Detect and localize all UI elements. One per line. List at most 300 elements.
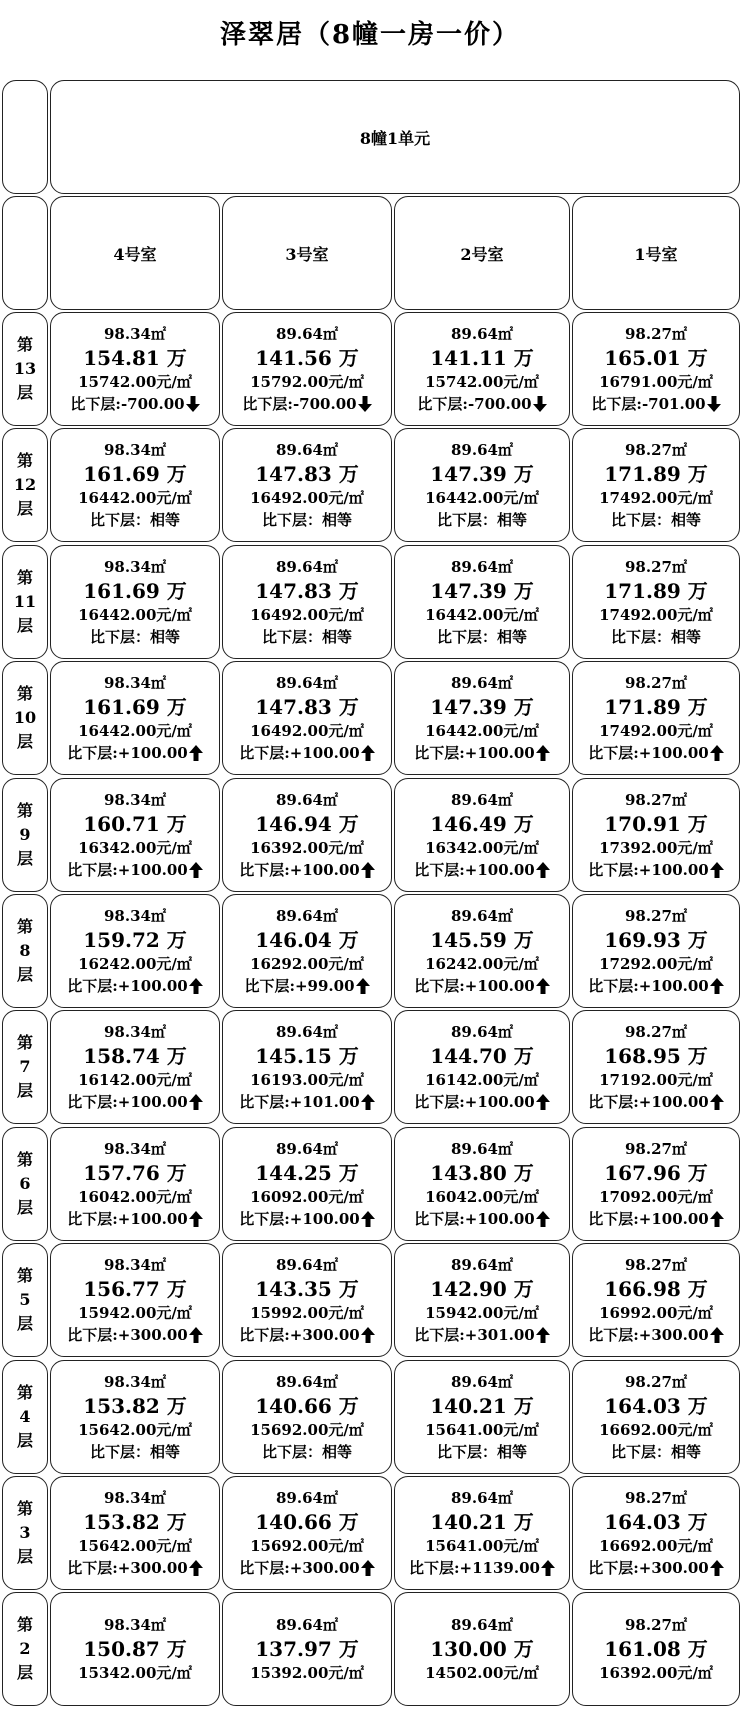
total-price: 147.39 万 [430, 461, 534, 486]
compare-below-text: 比下层:+100.00 [239, 743, 360, 762]
price-cell [394, 312, 570, 426]
compare-below-row [67, 1557, 203, 1579]
compare-below-row [437, 626, 527, 648]
area-text: 89.64㎡ [276, 1255, 338, 1274]
compare-below-text: 比下层：相等 [261, 510, 352, 529]
total-price: 144.70 万 [430, 1043, 534, 1068]
price-cell [50, 545, 220, 659]
price-cell [394, 1243, 570, 1357]
compare-below-text: 比下层：相等 [436, 627, 527, 646]
price-cell [572, 1592, 740, 1706]
corner-cell-top [2, 80, 48, 194]
compare-below-row [414, 742, 550, 764]
area-text: 98.34㎡ [104, 1022, 166, 1041]
area-text: 98.27㎡ [625, 440, 687, 459]
page-title: 泽翠居（8幢一房一价） [219, 20, 521, 50]
floor-label-part: 5 [19, 1290, 31, 1309]
compare-below-text: 比下层:+100.00 [588, 860, 709, 879]
area-text: 89.64㎡ [276, 673, 338, 692]
compare-below-row [67, 859, 203, 881]
area-text: 98.34㎡ [104, 1615, 166, 1634]
total-price: 171.89 万 [604, 694, 708, 719]
total-price: 147.39 万 [430, 694, 534, 719]
floor-label-part: 第 [16, 335, 33, 354]
floor-label [2, 545, 48, 659]
price-cell [222, 1010, 392, 1124]
total-price: 168.95 万 [604, 1043, 708, 1068]
compare-below-row [588, 859, 724, 881]
floor-label [2, 1592, 48, 1706]
floor-label-part: 13 [13, 359, 37, 378]
unit-price: 16342.00元/㎡ [425, 838, 539, 857]
compare-below-text: 比下层:+99.00 [244, 976, 355, 995]
arrow-up-icon [710, 1327, 724, 1343]
compare-below-row [90, 509, 180, 531]
area-text: 98.27㎡ [625, 557, 687, 576]
price-cell [50, 1243, 220, 1357]
area-text: 98.27㎡ [625, 673, 687, 692]
compare-below-text: 比下层:+100.00 [414, 743, 535, 762]
arrow-up-icon [710, 978, 724, 994]
compare-below-text: 比下层:+100.00 [239, 860, 360, 879]
compare-below-text: 比下层:+100.00 [67, 860, 188, 879]
total-price: 165.01 万 [604, 345, 708, 370]
unit-price: 16492.00元/㎡ [250, 605, 364, 624]
floor-label-part: 层 [16, 732, 33, 751]
unit-price: 16242.00元/㎡ [425, 954, 539, 973]
area-text: 98.34㎡ [104, 557, 166, 576]
compare-below-text: 比下层:+100.00 [588, 1092, 709, 1111]
arrow-up-icon [189, 1560, 203, 1576]
price-cell [572, 545, 740, 659]
price-cell [394, 1127, 570, 1241]
floor-label-part: 层 [16, 1198, 33, 1217]
price-cell [394, 778, 570, 892]
compare-below-text: 比下层：相等 [89, 627, 180, 646]
total-price: 145.15 万 [255, 1043, 359, 1068]
floor-label [2, 1476, 48, 1590]
price-cell [222, 778, 392, 892]
arrow-up-icon [536, 862, 550, 878]
compare-below-row [239, 1324, 375, 1346]
compare-below-text: 比下层：相等 [436, 1442, 527, 1461]
area-text: 98.27㎡ [625, 1255, 687, 1274]
unit-price: 16292.00元/㎡ [250, 954, 364, 973]
area-text: 89.64㎡ [451, 1022, 513, 1041]
total-price: 144.25 万 [255, 1160, 359, 1185]
area-text: 89.64㎡ [276, 324, 338, 343]
area-text: 89.64㎡ [276, 906, 338, 925]
price-cell [394, 1010, 570, 1124]
area-text: 89.64㎡ [451, 1255, 513, 1274]
area-text: 98.27㎡ [625, 906, 687, 925]
unit-price: 16442.00元/㎡ [425, 605, 539, 624]
compare-below-row [588, 1208, 724, 1230]
compare-below-text: 比下层：相等 [610, 627, 701, 646]
unit-price: 15992.00元/㎡ [250, 1303, 364, 1322]
price-cell [50, 778, 220, 892]
compare-below-row [437, 1441, 527, 1463]
total-price: 143.80 万 [430, 1160, 534, 1185]
unit-price: 16042.00元/㎡ [78, 1187, 192, 1206]
compare-below-row [67, 742, 203, 764]
price-cell [394, 545, 570, 659]
price-cell [394, 661, 570, 775]
unit-price: 15392.00元/㎡ [250, 1663, 364, 1682]
floor-label-part: 层 [16, 1081, 33, 1100]
unit-price: 16992.00元/㎡ [599, 1303, 713, 1322]
unit-price: 16442.00元/㎡ [425, 488, 539, 507]
total-price: 142.90 万 [430, 1276, 534, 1301]
total-price: 147.39 万 [430, 578, 534, 603]
arrow-up-icon [189, 1211, 203, 1227]
compare-below-text: 比下层:-700.00 [242, 394, 357, 413]
floor-label-part: 层 [16, 616, 33, 635]
floor-label-part: 4 [19, 1407, 31, 1426]
unit-price: 17392.00元/㎡ [599, 838, 713, 857]
price-cell [572, 428, 740, 542]
compare-below-text: 比下层：相等 [610, 510, 701, 529]
compare-below-text: 比下层:-701.00 [591, 394, 706, 413]
area-text: 89.64㎡ [276, 790, 338, 809]
total-price: 140.66 万 [255, 1393, 359, 1418]
unit-price: 16442.00元/㎡ [78, 605, 192, 624]
total-price: 137.97 万 [255, 1636, 359, 1661]
compare-below-row [588, 742, 724, 764]
area-text: 89.64㎡ [451, 1615, 513, 1634]
floor-label [2, 1127, 48, 1241]
area-text: 89.64㎡ [276, 1372, 338, 1391]
compare-below-row [67, 1324, 203, 1346]
compare-below-row [611, 509, 701, 531]
compare-below-text: 比下层:-700.00 [417, 394, 532, 413]
compare-below-row [414, 1324, 550, 1346]
price-cell [222, 312, 392, 426]
total-price: 153.82 万 [83, 1393, 187, 1418]
unit-price: 15342.00元/㎡ [78, 1663, 192, 1682]
total-price: 164.03 万 [604, 1393, 708, 1418]
total-price: 150.87 万 [83, 1636, 187, 1661]
price-cell [222, 1243, 392, 1357]
compare-below-row [239, 1208, 375, 1230]
compare-below-text: 比下层：相等 [89, 510, 180, 529]
floor-label-part: 第 [16, 684, 33, 703]
compare-below-text: 比下层：相等 [610, 1442, 701, 1461]
unit-header [50, 80, 740, 194]
total-price: 161.69 万 [83, 694, 187, 719]
total-price: 130.00 万 [430, 1636, 534, 1661]
floor-label-part: 6 [19, 1174, 31, 1193]
compare-below-row [414, 859, 550, 881]
floor-label-part: 3 [19, 1523, 31, 1542]
price-cell [572, 1476, 740, 1590]
unit-price: 16392.00元/㎡ [250, 838, 364, 857]
unit-price: 15692.00元/㎡ [250, 1420, 364, 1439]
floor-label-part: 12 [13, 475, 37, 494]
compare-below-text: 比下层:+100.00 [414, 1209, 535, 1228]
corner-cell-rooms [2, 196, 48, 310]
compare-below-row [67, 1208, 203, 1230]
floor-label-part: 第 [16, 568, 33, 587]
total-price: 169.93 万 [604, 927, 708, 952]
area-text: 89.64㎡ [451, 324, 513, 343]
floor-label [2, 1243, 48, 1357]
price-cell [572, 312, 740, 426]
arrow-up-icon [710, 1094, 724, 1110]
price-cell [50, 1592, 220, 1706]
total-price: 146.49 万 [430, 811, 534, 836]
compare-below-text: 比下层:+300.00 [588, 1558, 709, 1577]
area-text: 89.64㎡ [276, 557, 338, 576]
room-header-1 [572, 196, 740, 310]
unit-price: 17492.00元/㎡ [599, 605, 713, 624]
total-price: 146.04 万 [255, 927, 359, 952]
price-cell [222, 1476, 392, 1590]
compare-below-text: 比下层:+100.00 [67, 1209, 188, 1228]
price-cell [572, 1360, 740, 1474]
area-text: 98.34㎡ [104, 440, 166, 459]
unit-price: 17292.00元/㎡ [599, 954, 713, 973]
arrow-up-icon [189, 1327, 203, 1343]
compare-below-text: 比下层:+1139.00 [409, 1558, 540, 1577]
area-text: 89.64㎡ [276, 1139, 338, 1158]
unit-price: 17092.00元/㎡ [599, 1187, 713, 1206]
floor-label-part: 第 [16, 1150, 33, 1169]
price-cell [50, 1360, 220, 1474]
area-text: 89.64㎡ [451, 1372, 513, 1391]
area-text: 98.27㎡ [625, 1139, 687, 1158]
total-price: 156.77 万 [83, 1276, 187, 1301]
floor-label-part: 第 [16, 1615, 33, 1634]
floor-label-part: 第 [16, 451, 33, 470]
floor-label-part: 11 [13, 592, 37, 611]
total-price: 140.21 万 [430, 1393, 534, 1418]
unit-price: 16342.00元/㎡ [78, 838, 192, 857]
total-price: 146.94 万 [255, 811, 359, 836]
compare-below-row [262, 509, 352, 531]
price-cell [394, 428, 570, 542]
room-header-4 [50, 196, 220, 310]
arrow-up-icon [536, 1094, 550, 1110]
compare-below-row [588, 1557, 724, 1579]
total-price: 141.56 万 [255, 345, 359, 370]
total-price: 171.89 万 [604, 461, 708, 486]
total-price: 170.91 万 [604, 811, 708, 836]
compare-below-text: 比下层:+300.00 [239, 1325, 360, 1344]
total-price: 141.11 万 [430, 345, 534, 370]
compare-below-row [611, 626, 701, 648]
floor-label-part: 7 [19, 1057, 31, 1076]
area-text: 98.34㎡ [104, 790, 166, 809]
compare-below-text: 比下层:+300.00 [239, 1558, 360, 1577]
compare-below-text: 比下层:+300.00 [67, 1558, 188, 1577]
compare-below-row [70, 393, 199, 415]
arrow-up-icon [361, 745, 375, 761]
area-text: 89.64㎡ [276, 1488, 338, 1507]
unit-price: 16193.00元/㎡ [250, 1070, 364, 1089]
arrow-up-icon [710, 745, 724, 761]
price-cell [572, 1127, 740, 1241]
total-price: 161.08 万 [604, 1636, 708, 1661]
area-text: 98.34㎡ [104, 1255, 166, 1274]
floor-label-part: 第 [16, 1033, 33, 1052]
area-text: 89.64㎡ [451, 1488, 513, 1507]
compare-below-row [239, 1091, 375, 1113]
compare-below-row [239, 859, 375, 881]
unit-price: 17192.00元/㎡ [599, 1070, 713, 1089]
price-cell [572, 1010, 740, 1124]
unit-price: 15742.00元/㎡ [425, 372, 539, 391]
floor-label [2, 778, 48, 892]
compare-below-row [588, 1091, 724, 1113]
unit-price: 16092.00元/㎡ [250, 1187, 364, 1206]
total-price: 166.98 万 [604, 1276, 708, 1301]
price-cell [572, 894, 740, 1008]
unit-price: 15641.00元/㎡ [425, 1420, 539, 1439]
compare-below-text: 比下层:+100.00 [588, 976, 709, 995]
arrow-down-icon [533, 396, 547, 412]
total-price: 147.83 万 [255, 578, 359, 603]
arrow-down-icon [358, 396, 372, 412]
total-price: 147.83 万 [255, 461, 359, 486]
unit-price: 15792.00元/㎡ [250, 372, 364, 391]
total-price: 167.96 万 [604, 1160, 708, 1185]
compare-below-row [591, 393, 720, 415]
area-text: 89.64㎡ [451, 557, 513, 576]
area-text: 89.64㎡ [451, 673, 513, 692]
arrow-up-icon [189, 745, 203, 761]
arrow-up-icon [710, 862, 724, 878]
floor-label [2, 661, 48, 775]
total-price: 157.76 万 [83, 1160, 187, 1185]
compare-below-text: 比下层:+100.00 [414, 860, 535, 879]
compare-below-text: 比下层:+100.00 [67, 976, 188, 995]
total-price: 158.74 万 [83, 1043, 187, 1068]
price-cell [50, 661, 220, 775]
floor-label-part: 第 [16, 1499, 33, 1518]
floor-label-part: 8 [19, 941, 31, 960]
total-price: 140.21 万 [430, 1509, 534, 1534]
floor-label-part: 第 [16, 1266, 33, 1285]
compare-below-row [90, 1441, 180, 1463]
room-header-label: 4号室 [113, 244, 157, 264]
floor-label-part: 第 [16, 917, 33, 936]
area-text: 98.27㎡ [625, 1488, 687, 1507]
room-header-3 [222, 196, 392, 310]
compare-below-row [67, 975, 203, 997]
compare-below-row [588, 1324, 724, 1346]
arrow-up-icon [541, 1560, 555, 1576]
unit-price: 15642.00元/㎡ [78, 1420, 192, 1439]
price-cell [394, 1476, 570, 1590]
floor-label-part: 2 [19, 1639, 31, 1658]
room-header-2 [394, 196, 570, 310]
compare-below-text: 比下层:+101.00 [239, 1092, 360, 1111]
unit-price: 16692.00元/㎡ [599, 1536, 713, 1555]
compare-below-text: 比下层：相等 [436, 510, 527, 529]
price-cell [222, 1360, 392, 1474]
arrow-up-icon [361, 862, 375, 878]
compare-below-text: 比下层：相等 [261, 627, 352, 646]
area-text: 89.64㎡ [451, 790, 513, 809]
area-text: 89.64㎡ [451, 906, 513, 925]
price-cell [222, 1127, 392, 1241]
unit-price: 15942.00元/㎡ [425, 1303, 539, 1322]
compare-below-text: 比下层:+100.00 [588, 1209, 709, 1228]
area-text: 98.27㎡ [625, 790, 687, 809]
total-price: 161.69 万 [83, 461, 187, 486]
arrow-up-icon [189, 978, 203, 994]
floor-label-part: 层 [16, 1547, 33, 1566]
total-price: 145.59 万 [430, 927, 534, 952]
price-cell [222, 428, 392, 542]
floor-label-part: 第 [16, 801, 33, 820]
arrow-down-icon [186, 396, 200, 412]
room-header-label: 1号室 [634, 244, 678, 264]
total-price: 140.66 万 [255, 1509, 359, 1534]
compare-below-row [262, 1441, 352, 1463]
floor-label [2, 312, 48, 426]
unit-price: 16492.00元/㎡ [250, 488, 364, 507]
price-cell [222, 894, 392, 1008]
area-text: 98.34㎡ [104, 906, 166, 925]
unit-price: 16791.00元/㎡ [599, 372, 713, 391]
compare-below-row [417, 393, 546, 415]
floor-label-part: 第 [16, 1383, 33, 1402]
unit-price: 16442.00元/㎡ [78, 721, 192, 740]
total-price: 159.72 万 [83, 927, 187, 952]
floor-label [2, 1010, 48, 1124]
unit-price: 17492.00元/㎡ [599, 721, 713, 740]
compare-below-row [437, 509, 527, 531]
compare-below-text: 比下层:-700.00 [70, 394, 185, 413]
area-text: 98.27㎡ [625, 1022, 687, 1041]
price-cell [222, 661, 392, 775]
floor-label [2, 1360, 48, 1474]
compare-below-row [414, 1208, 550, 1230]
compare-below-row [262, 626, 352, 648]
floor-label-part: 层 [16, 849, 33, 868]
compare-below-text: 比下层:+300.00 [588, 1325, 709, 1344]
arrow-up-icon [361, 1094, 375, 1110]
area-text: 98.27㎡ [625, 1615, 687, 1634]
area-text: 89.64㎡ [276, 1022, 338, 1041]
arrow-up-icon [536, 745, 550, 761]
compare-below-row [67, 1091, 203, 1113]
unit-price: 17492.00元/㎡ [599, 488, 713, 507]
room-header-label: 3号室 [285, 244, 329, 264]
unit-price: 16692.00元/㎡ [599, 1420, 713, 1439]
area-text: 89.64㎡ [276, 1615, 338, 1634]
unit-price: 15942.00元/㎡ [78, 1303, 192, 1322]
floor-label-part: 层 [16, 383, 33, 402]
arrow-up-icon [361, 1327, 375, 1343]
arrow-down-icon [707, 396, 721, 412]
price-cell [50, 894, 220, 1008]
area-text: 98.34㎡ [104, 1372, 166, 1391]
area-text: 98.34㎡ [104, 324, 166, 343]
unit-price: 16442.00元/㎡ [78, 488, 192, 507]
floor-label-part: 层 [16, 965, 33, 984]
unit-price: 15642.00元/㎡ [78, 1536, 192, 1555]
compare-below-text: 比下层:+300.00 [67, 1325, 188, 1344]
total-price: 160.71 万 [83, 811, 187, 836]
price-cell [50, 1127, 220, 1241]
price-cell [50, 1010, 220, 1124]
price-cell [222, 1592, 392, 1706]
total-price: 161.69 万 [83, 578, 187, 603]
area-text: 98.27㎡ [625, 1372, 687, 1391]
